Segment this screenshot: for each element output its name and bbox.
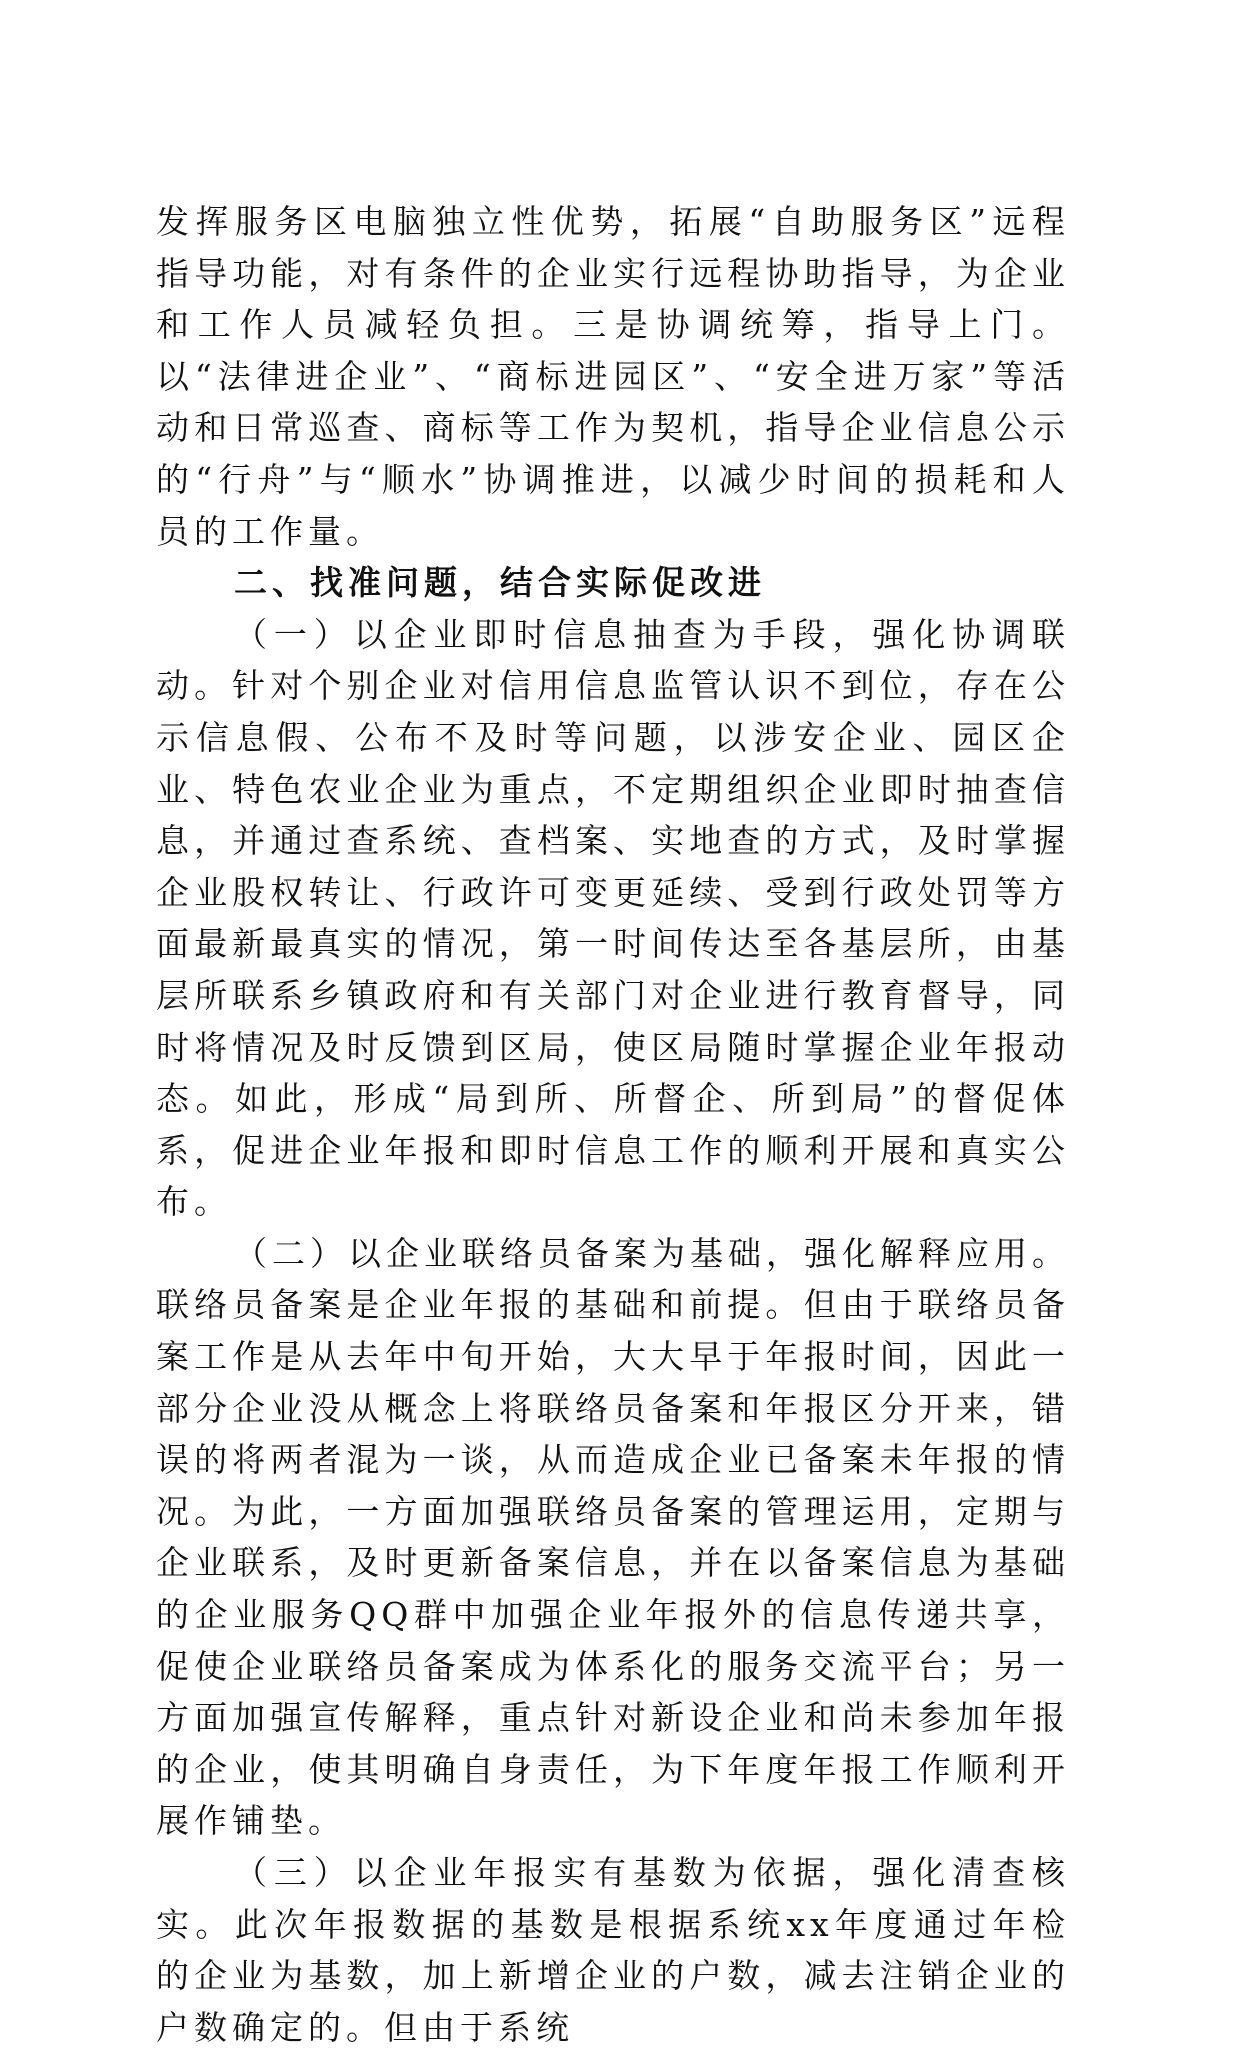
- paragraph-item-2: （二）以企业联络员备案为基础，强化解释应用。联络员备案是企业年报的基础和前提。但由于联络员备案工作是从去年中旬开始，大大早于年报时间，因此一部分企业没从概念上将联络员备案和年报区分开来，错误的将两者混为一谈，从而造成企业已备案未年报的情况。为此，一方面加强联络员备案的管理运用，定期与企业联系，及时更新备案信息，并在以备案信息为基础的企业服务QQ群中加强企业年报外的信息传递共享，促使企业联络员备案成为体系化的服务交流平台；另一方面加强宣传解释，重点针对新设企业和尚未参加年报的企业，使其明确自身责任，为下年度年报工作顺利开展作铺垫。: [156, 1233, 1070, 1841]
- section-heading: 二、找准问题，结合实际促改进: [234, 563, 766, 603]
- paragraph-item-3: （三）以企业年报实有基数为依据，强化清查核实。此次年报数据的基数是根据系统xx年度通过年检的企业为基数，加上新增企业的户数，减去注销企业的户数确定的。但由于系统: [156, 1853, 1070, 2047]
- paragraph-item-1: （一）以企业即时信息抽查为手段，强化协调联动。针对个别企业对信用信息监管认识不到位，存在公示信息假、公布不及时等问题，以涉安企业、园区企业、特色农业企业为重点，不定期组织企业即时抽查信息，并通过查系统、查档案、实地查的方式，及时掌握企业股权转让、行政许可变更延续、受到行政处罚等方面最新最真实的情况，第一时间传达至各基层所，由基层所联系乡镇政府和有关部门对企业进行教育督导，同时将情况及时反馈到区局，使区局随时掌握企业年报动态。如此，形成“局到所、所督企、所到局”的督促体系，促进企业年报和即时信息工作的顺利开展和真实公布。: [156, 614, 1070, 1222]
- paragraph-continuation: 发挥服务区电脑独立性优势，拓展“自助服务区”远程指导功能，对有条件的企业实行远程协助指导，为企业和工作人员减轻负担。三是协调统筹，指导上门。以“法律进企业”、“商标进园区”、“安全进万家”等活动和日常巡查、商标等工作为契机，指导企业信息公示的“行舟”与“顺水”协调推进，以减少时间的损耗和人员的工作量。: [156, 202, 1070, 551]
- document-body: [156, 196, 1070, 2053]
